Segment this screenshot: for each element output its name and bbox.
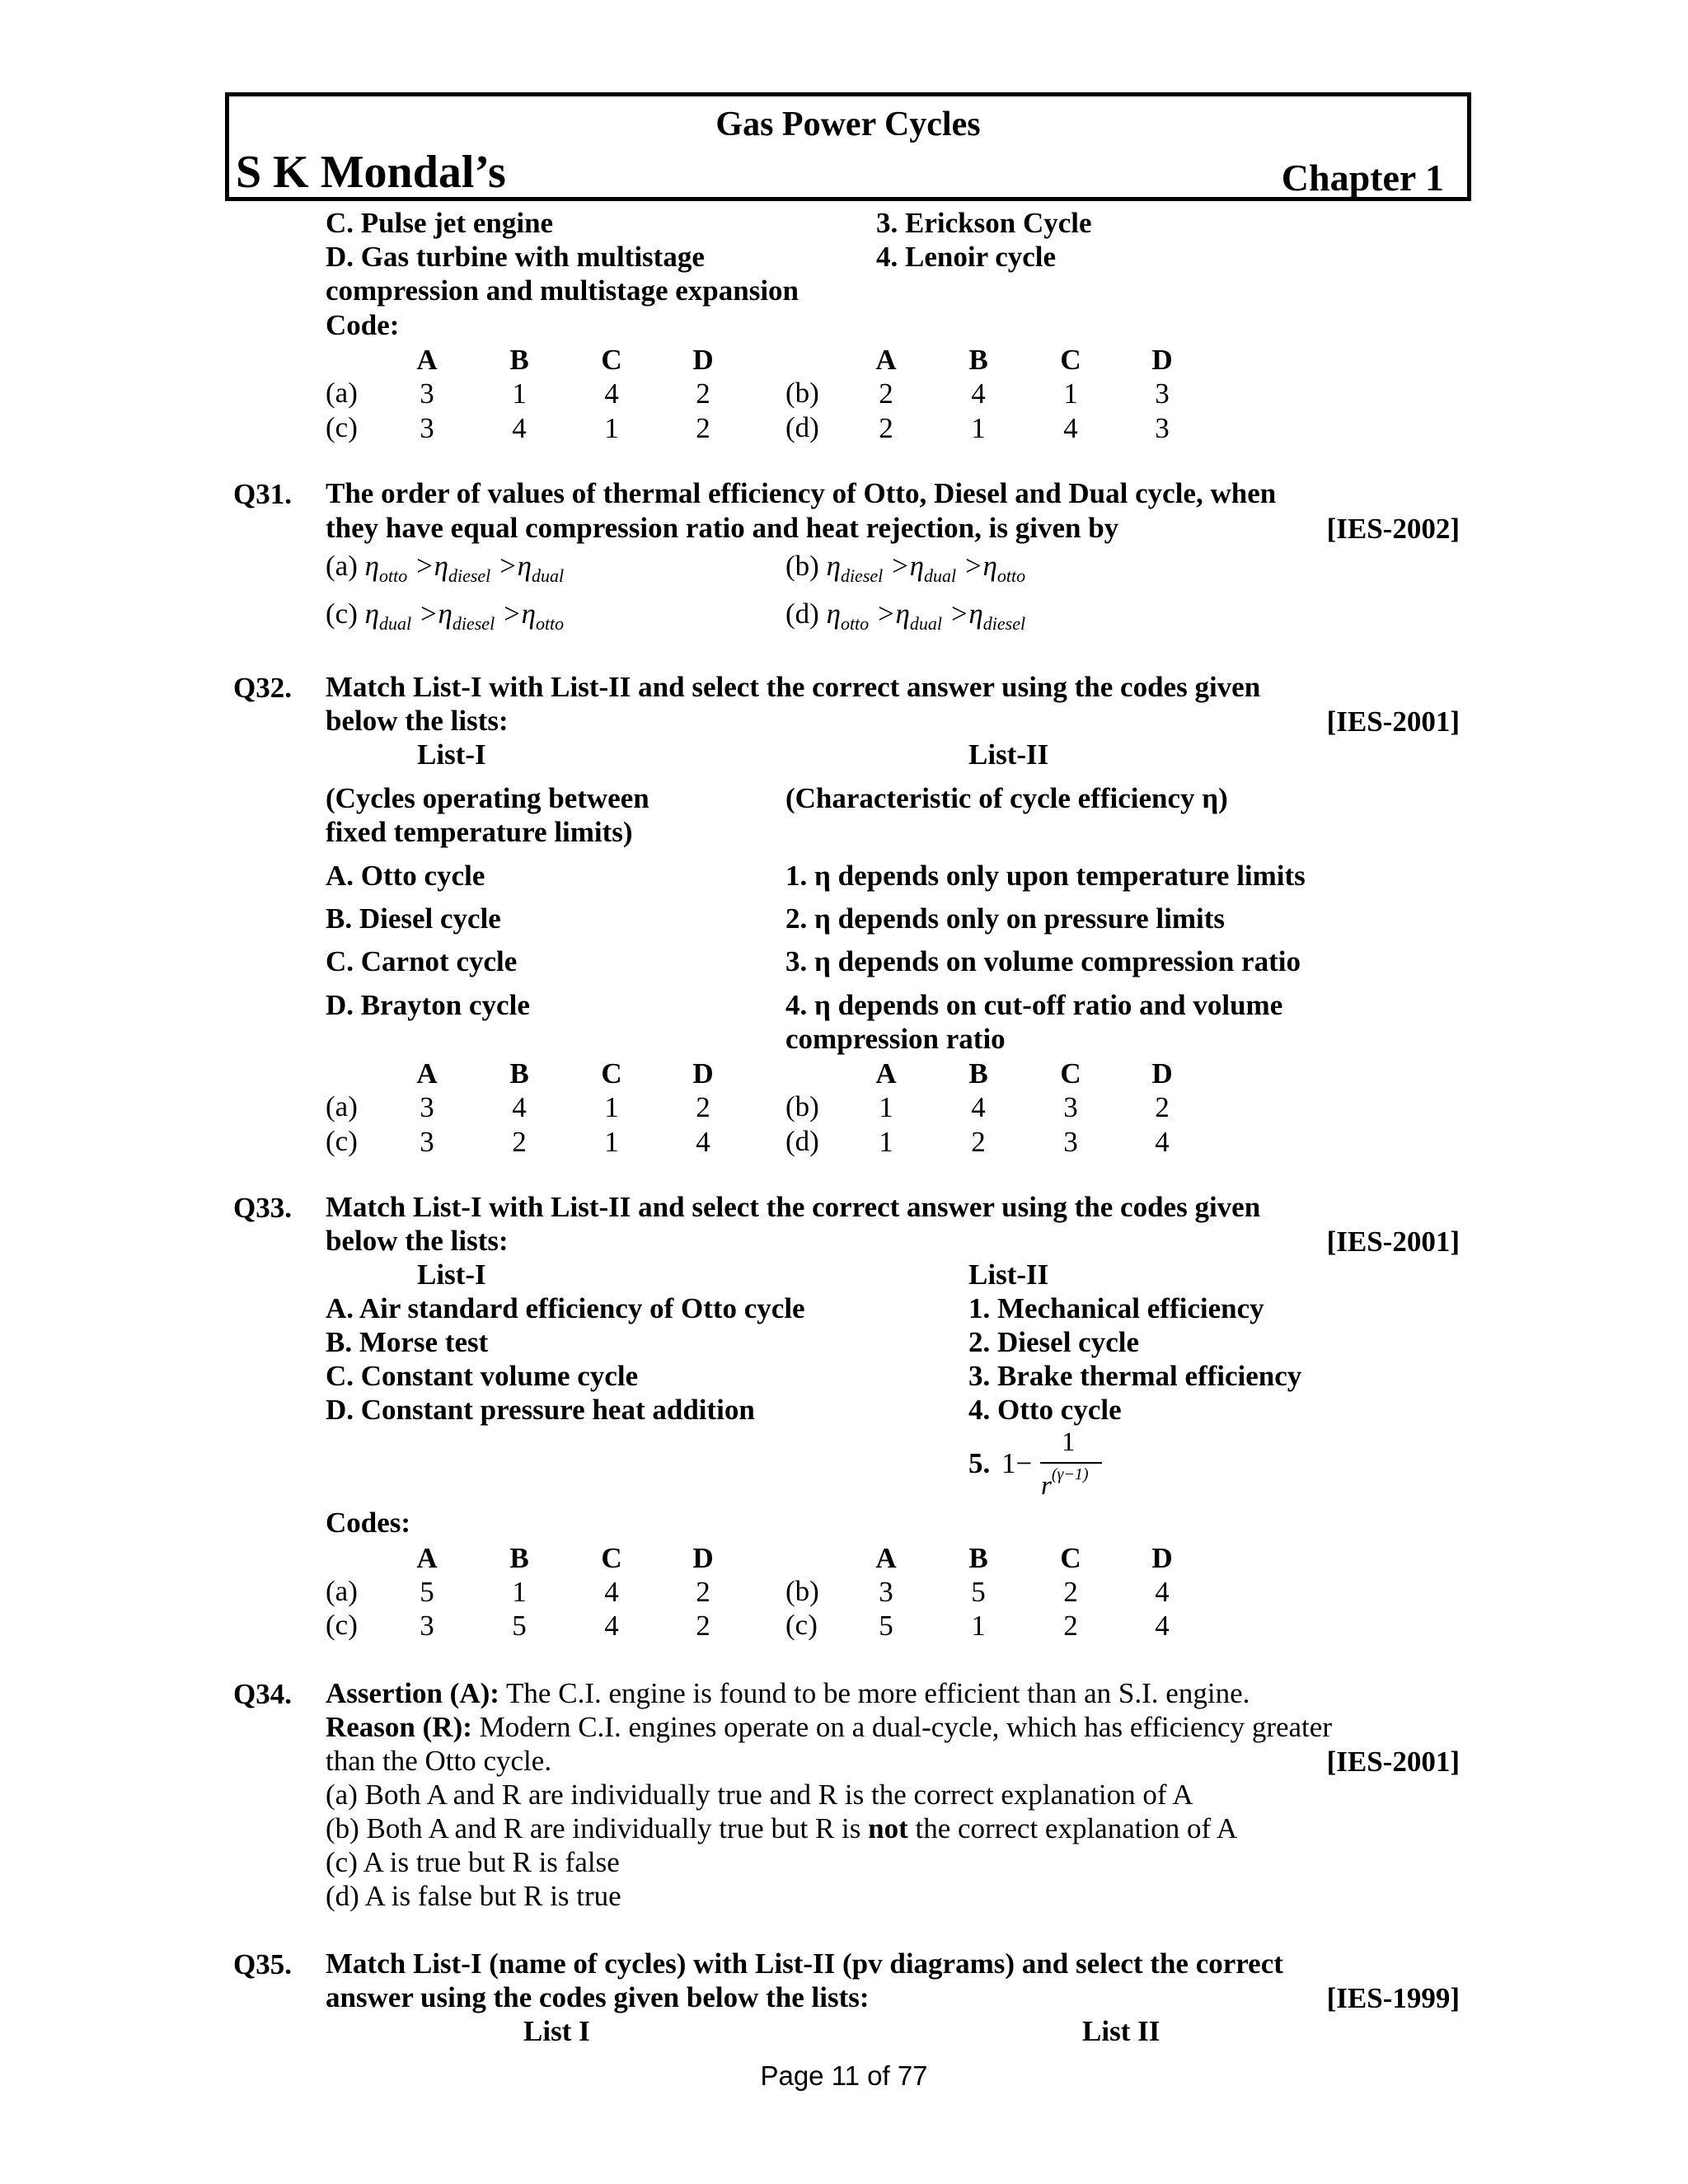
list-1-item: A. Air standard efficiency of Otto cycle <box>326 1292 805 1324</box>
code-value: 3 <box>420 1126 434 1158</box>
code-value: 4 <box>512 412 527 444</box>
chapter-title: Gas Power Cycles <box>715 105 981 143</box>
code-value: 3 <box>1063 1091 1078 1123</box>
list-1-heading: List I <box>523 2015 590 2047</box>
code-head: A <box>875 1057 897 1090</box>
code-value: 5 <box>420 1576 434 1608</box>
fraction-bar <box>1040 1462 1102 1464</box>
option-label: (c) <box>326 1609 358 1641</box>
code-head: A <box>875 344 897 376</box>
code-value: 1 <box>604 412 619 444</box>
option-label: (c) <box>326 411 358 443</box>
code-head: D <box>692 1542 714 1574</box>
code-head: D <box>1151 1057 1173 1090</box>
code-value: 2 <box>1155 1091 1170 1123</box>
exam-tag: [IES-2001] <box>1326 705 1460 738</box>
list-2-item: 2. Diesel cycle <box>968 1326 1139 1358</box>
list-1-item: D. Constant pressure heat addition <box>326 1394 755 1426</box>
list-1-item: B. Diesel cycle <box>326 902 501 935</box>
code-value: 2 <box>696 377 710 410</box>
code-value: 2 <box>696 1576 710 1608</box>
code-value: 4 <box>512 1091 527 1123</box>
exam-tag: [IES-2001] <box>1326 1746 1460 1778</box>
code-head: A <box>875 1542 897 1574</box>
code-value: 2 <box>971 1126 986 1158</box>
code-value: 3 <box>420 377 434 410</box>
list-2-heading: List-II <box>968 1258 1049 1291</box>
code-head: B <box>968 1542 988 1574</box>
chapter-number: Chapter 1 <box>1281 157 1444 199</box>
option-c: (c) A is true but R is false <box>326 1846 620 1878</box>
list-2-subheading: (Characteristic of cycle efficiency η) <box>785 782 1228 814</box>
option-label: (c) <box>326 1125 358 1157</box>
q30-line: C. Pulse jet engine <box>326 207 554 239</box>
codes-label: Codes: <box>326 1507 411 1539</box>
list-2-item: 4. Otto cycle <box>968 1394 1122 1426</box>
code-value: 2 <box>696 1091 710 1123</box>
code-head: A <box>416 1542 438 1574</box>
list-2-heading: List-II <box>968 738 1049 771</box>
list-2-item: compression ratio <box>785 1023 1006 1055</box>
code-value: 3 <box>420 1610 434 1642</box>
code-value: 5 <box>879 1610 893 1642</box>
page-header <box>225 92 1471 201</box>
code-head: C <box>601 1057 622 1090</box>
code-value: 2 <box>696 1610 710 1642</box>
code-value: 4 <box>696 1126 710 1158</box>
code-head: C <box>1060 1057 1081 1090</box>
list-2-item: 3. Brake thermal efficiency <box>968 1360 1302 1392</box>
code-value: 4 <box>971 377 986 410</box>
list-1-item: C. Constant volume cycle <box>326 1360 639 1392</box>
option-b: (b) $\eta_{diesel} >\eta_{dual} >\eta_{otto}$ <box>785 550 1026 586</box>
reason-cont: than the Otto cycle. <box>326 1745 552 1777</box>
code-head: D <box>1151 1542 1173 1574</box>
code-value: 1 <box>879 1126 893 1158</box>
code-value: 5 <box>512 1610 527 1642</box>
question-number: Q33. <box>233 1192 292 1224</box>
code-head: C <box>601 344 622 376</box>
q30-line: D. Gas turbine with multistage <box>326 241 705 273</box>
code-head: A <box>416 1057 438 1090</box>
list-1-subheading: (Cycles operating between <box>326 782 649 814</box>
code-value: 4 <box>604 1610 619 1642</box>
code-value: 5 <box>971 1576 986 1608</box>
question-text: The order of values of thermal efficiency of Otto, Diesel and Dual cycle, when <box>326 477 1277 509</box>
option-d: (d) $\eta_{otto} >\eta_{dual} >\eta_{diesel}$ <box>785 598 1026 634</box>
code-head: C <box>1060 344 1081 376</box>
question-text: answer using the codes given below the lists: <box>326 1981 870 2013</box>
code-value: 4 <box>1155 1610 1170 1642</box>
option-label: (b) <box>785 1090 819 1122</box>
code-value: 3 <box>879 1576 893 1608</box>
list-1-item: A. Otto cycle <box>326 860 485 892</box>
code-value: 2 <box>696 412 710 444</box>
option-label: (a) <box>326 1575 358 1607</box>
option-c: (c) $\eta_{dual} >\eta_{diesel} >\eta_{otto}$ <box>326 598 565 634</box>
list-1-heading: List-I <box>417 1258 486 1291</box>
list-2-item: 4. η depends on cut-off ratio and volume <box>785 989 1283 1021</box>
exam-tag: [IES-2002] <box>1326 513 1460 545</box>
option-label: (a) <box>326 1090 358 1122</box>
code-head: B <box>509 1542 529 1574</box>
list-1-heading: List-I <box>417 738 486 771</box>
code-head: A <box>416 344 438 376</box>
code-value: 3 <box>1155 377 1170 410</box>
code-value: 4 <box>1063 412 1078 444</box>
assertion: Assertion (A): The C.I. engine is found to be more efficient than an S.I. engine. <box>326 1677 1250 1709</box>
formula-prefix: 1− <box>1001 1447 1033 1479</box>
question-number: Q34. <box>233 1678 292 1710</box>
code-value: 2 <box>879 412 893 444</box>
list-1-item: D. Brayton cycle <box>326 989 530 1021</box>
formula-numerator: 1 <box>1062 1427 1076 1457</box>
exam-tag: [IES-1999] <box>1326 1982 1460 2014</box>
formula-denominator: $r^{(\gamma-1)}$ <box>1041 1465 1089 1501</box>
code-value: 4 <box>1155 1576 1170 1608</box>
q30-code-label: Code: <box>326 309 400 341</box>
question-text: they have equal compression ratio and heat rejection, is given by <box>326 512 1119 544</box>
code-value: 4 <box>604 1576 619 1608</box>
option-a: (a) Both A and R are individually true and R is the correct explanation of A <box>326 1779 1193 1811</box>
list-2-item-5: 5. <box>968 1447 991 1479</box>
code-head: D <box>1151 344 1173 376</box>
code-value: 1 <box>512 1576 527 1608</box>
code-head: B <box>509 1057 529 1090</box>
code-value: 2 <box>1063 1576 1078 1608</box>
question-number: Q32. <box>233 672 292 704</box>
code-head: C <box>601 1542 622 1574</box>
list-2-item: 2. η depends only on pressure limits <box>785 902 1225 935</box>
option-label: (d) <box>785 1125 819 1157</box>
question-number: Q35. <box>233 1948 292 1980</box>
option-label: (b) <box>785 377 819 409</box>
code-value: 2 <box>879 377 893 410</box>
q30-line: 3. Erickson Cycle <box>876 207 1092 239</box>
code-value: 4 <box>604 377 619 410</box>
list-1-item: C. Carnot cycle <box>326 945 518 977</box>
code-head: B <box>968 1057 988 1090</box>
q30-line: compression and multistage expansion <box>326 274 799 307</box>
code-value: 1 <box>604 1126 619 1158</box>
list-2-heading: List II <box>1082 2015 1160 2047</box>
list-2-item: 1. Mechanical efficiency <box>968 1292 1264 1324</box>
code-value: 4 <box>971 1091 986 1123</box>
code-value: 1 <box>512 377 527 410</box>
option-label: (c) <box>785 1609 818 1641</box>
code-value: 3 <box>1063 1126 1078 1158</box>
code-value: 1 <box>1063 377 1078 410</box>
question-text: Match List-I (name of cycles) with List-II (pv diagrams) and select the correct <box>326 1947 1283 1980</box>
author-name: S K Mondal’s <box>236 147 506 198</box>
option-d: (d) A is false but R is true <box>326 1880 621 1912</box>
code-value: 2 <box>512 1126 527 1158</box>
exam-tag: [IES-2001] <box>1326 1226 1460 1258</box>
code-head: B <box>968 344 988 376</box>
code-value: 3 <box>420 412 434 444</box>
reason: Reason (R): Modern C.I. engines operate on a dual-cycle, which has efficiency greater <box>326 1711 1332 1743</box>
option-label: (d) <box>785 411 819 443</box>
code-value: 3 <box>1155 412 1170 444</box>
question-text: below the lists: <box>326 705 509 737</box>
option-a: (a) $\eta_{otto} >\eta_{diesel} >\eta_{dual}$ <box>326 550 565 586</box>
code-value: 2 <box>1063 1610 1078 1642</box>
code-head: B <box>509 344 529 376</box>
code-head: D <box>692 1057 714 1090</box>
list-1-item: B. Morse test <box>326 1326 489 1358</box>
code-value: 1 <box>971 1610 986 1642</box>
code-value: 4 <box>1155 1126 1170 1158</box>
list-2-item: 3. η depends on volume compression ratio <box>785 945 1301 977</box>
list-1-subheading: fixed temperature limits) <box>326 816 633 848</box>
code-head: C <box>1060 1542 1081 1574</box>
code-value: 1 <box>604 1091 619 1123</box>
code-value: 3 <box>420 1091 434 1123</box>
list-2-item: 1. η depends only upon temperature limits <box>785 860 1306 892</box>
question-text: Match List-I with List-II and select the correct answer using the codes given <box>326 671 1261 703</box>
code-value: 1 <box>879 1091 893 1123</box>
question-number: Q31. <box>233 478 292 510</box>
option-label: (b) <box>785 1575 819 1607</box>
question-text: Match List-I with List-II and select the correct answer using the codes given <box>326 1191 1261 1223</box>
code-head: D <box>692 344 714 376</box>
q30-line: 4. Lenoir cycle <box>876 241 1057 273</box>
question-text: below the lists: <box>326 1225 509 1257</box>
option-b: (b) Both A and R are individually true but R is not the correct explanation of A <box>326 1812 1238 1844</box>
option-label: (a) <box>326 377 358 409</box>
code-value: 1 <box>971 412 986 444</box>
page-number: Page 11 of 77 <box>760 2060 928 2091</box>
